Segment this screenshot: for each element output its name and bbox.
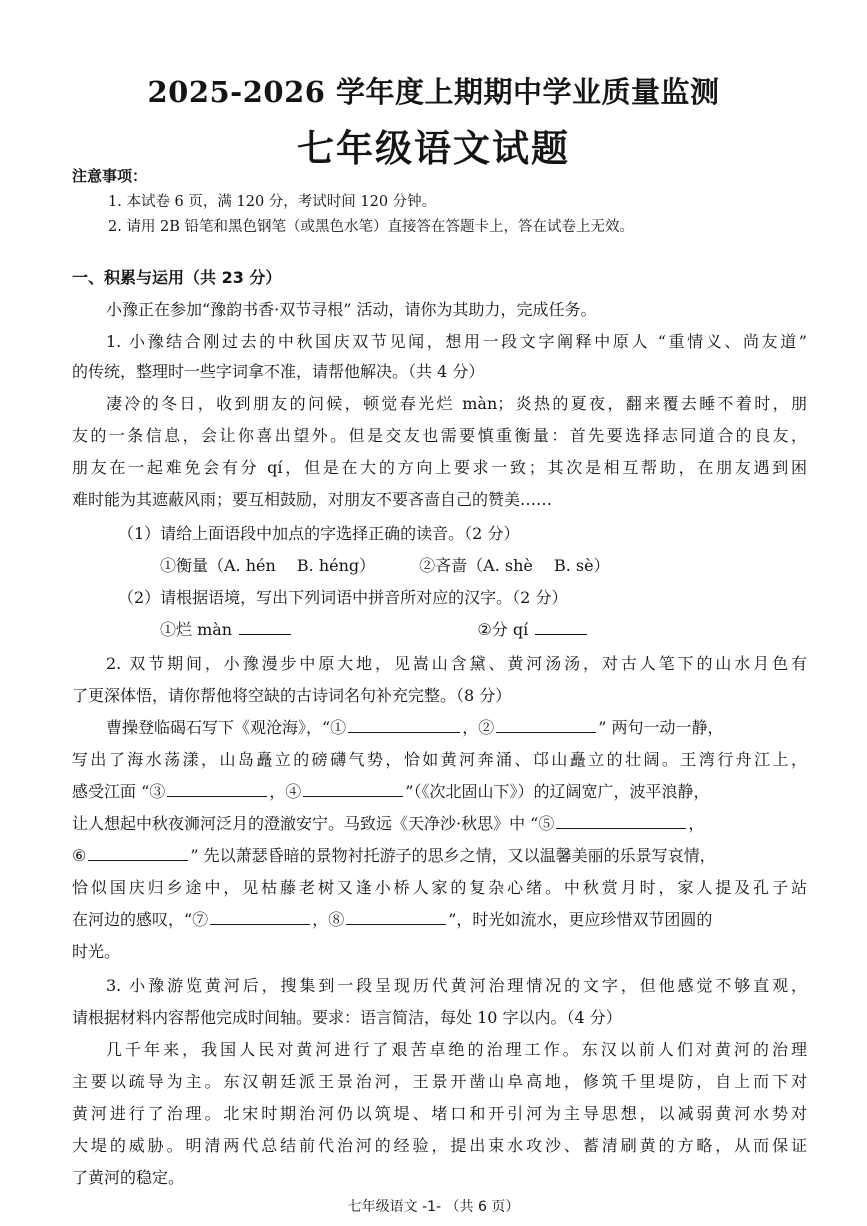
q2-passage-line: 写出了海水荡漾，山岛矗立的磅礴气势，恰如黄河奔涌、邙山矗立的壮阔。王湾行舟江上， bbox=[72, 750, 807, 769]
q2-stem: 了更深体悟，请你帮他将空缺的古诗词名句补充完整。（8 分） bbox=[72, 686, 512, 705]
answer-blank-1[interactable] bbox=[348, 712, 460, 733]
q3-passage-line: 了黄河的稳定。 bbox=[72, 1168, 185, 1187]
passage-text: ，④ bbox=[269, 782, 302, 801]
q3-passage-line: 黄河进行了治理。北宋时期治河仍以筑堤、堵口和开引河为主导思想，以减弱黄河水势对 bbox=[72, 1104, 807, 1123]
section-heading: 一、积累与运用（共 23 分） bbox=[72, 268, 282, 287]
q2-passage-line: 恰似国庆归乡途中，见枯藤老树又逢小桥人家的复杂心绪。中秋赏月时，家人提及孔子站 bbox=[72, 878, 807, 897]
q1-sub2-options bbox=[160, 614, 780, 646]
notes-heading: 注意事项： bbox=[72, 167, 148, 185]
option-linse: ②吝啬（A. shè B. sè） bbox=[419, 556, 610, 575]
passage-text: ”，时光如流水，更应珍惜双节团圆的 bbox=[448, 910, 713, 929]
note-item: 1. 本试卷 6 页，满 120 分，考试时间 120 分钟。 bbox=[108, 194, 437, 210]
q2-passage-line bbox=[72, 808, 807, 840]
passage-text: ”（《次北固山下》）的辽阔宽广，波平浪静， bbox=[405, 782, 710, 801]
q1-sub1: （1）请给上面语段中加点的字选择正确的读音。（2 分） bbox=[118, 524, 520, 543]
answer-blank[interactable] bbox=[535, 614, 587, 635]
passage-text: ” 两句一动一静， bbox=[598, 718, 724, 737]
page-footer: 七年级语文 -1- （共 6 页） bbox=[347, 1199, 520, 1215]
q1-passage-line: 难时能为其遮蔽风雨；要互相鼓励，对朋友不要吝啬自己的赞美…… bbox=[72, 490, 553, 509]
answer-blank-5[interactable] bbox=[556, 808, 686, 829]
option-lanman: ①烂 màn bbox=[160, 620, 233, 639]
q2-stem: 2. 双节期间，小豫漫步中原大地，见嵩山含黛、黄河汤汤，对古人笔下的山水月色有 bbox=[106, 654, 807, 673]
passage-text: 在河边的感叹，“⑦ bbox=[72, 910, 209, 929]
passage-text: ， bbox=[688, 814, 705, 833]
q2-passage-line bbox=[72, 904, 807, 936]
q1-stem: 的传统，整理时一些字词拿不准，请帮他解决。（共 4 分） bbox=[72, 362, 485, 381]
answer-blank-8[interactable] bbox=[346, 904, 446, 925]
q1-passage-line: 凄冷的冬日，收到朋友的问候，顿觉春光烂 màn；炎热的夏夜，翻来覆去睡不着时，朋 bbox=[106, 394, 807, 413]
answer-blank-3[interactable] bbox=[167, 776, 267, 797]
q1-sub1-options bbox=[160, 550, 780, 582]
q3-passage-line: 大堤的威胁。明清两代总结前代治河的经验，提出束水攻沙、蓄清刷黄的方略，从而保证 bbox=[72, 1136, 807, 1155]
passage-text: ” 先以萧瑟昏暗的景物衬托游子的思乡之情，又以温馨美丽的乐景写哀情， bbox=[190, 846, 716, 865]
note-item: 2. 请用 2B 铅笔和黑色钢笔（或黑色水笔）直接答在答题卡上，答在试卷上无效。 bbox=[108, 219, 635, 235]
answer-blank-7[interactable] bbox=[210, 904, 310, 925]
q2-passage-line bbox=[72, 840, 807, 872]
option-hengliang: ①衡量（A. hén B. héng） bbox=[160, 556, 376, 575]
passage-text: ，⑧ bbox=[312, 910, 345, 929]
q2-passage-line: 时光。 bbox=[72, 942, 121, 961]
passage-text: 曹操登临碣石写下《观沧海》，“① bbox=[106, 718, 347, 737]
q1-passage-line: 朋友在一起难免会有分 qí，但是在大的方向上要求一致；其次是相互帮助，在朋友遇到困 bbox=[72, 458, 807, 477]
answer-blank-2[interactable] bbox=[496, 712, 596, 733]
passage-text: 让人想起中秋夜浉河泛月的澄澈安宁。马致远《天净沙·秋思》中 “⑤ bbox=[72, 814, 555, 833]
exam-subtitle: 七年级语文试题 bbox=[297, 126, 570, 170]
q1-passage-line: 友的一条信息，会让你喜出望外。但是交友也需要慎重衡量：首先要选择志同道合的良友， bbox=[72, 426, 807, 445]
q3-stem: 请根据材料内容帮他完成时间轴。要求：语言简洁，每处 10 字以内。（4 分） bbox=[72, 1008, 622, 1027]
passage-text: ，② bbox=[462, 718, 495, 737]
option-fenqi: ②分 qí bbox=[477, 620, 529, 639]
q1-sub2: （2）请根据语境，写出下列词语中拼音所对应的汉字。（2 分） bbox=[118, 588, 568, 607]
answer-blank[interactable] bbox=[239, 614, 291, 635]
answer-blank-4[interactable] bbox=[303, 776, 403, 797]
q3-passage-line: 主要以疏导为主。东汉朝廷派王景治河，王景开凿山阜高地，修筑千里堤防，自上而下对 bbox=[72, 1072, 807, 1091]
section-intro: 小豫正在参加“豫韵书香·双节寻根” 活动，请你为其助力，完成任务。 bbox=[106, 300, 597, 319]
passage-text: 感受江面 “③ bbox=[72, 782, 166, 801]
passage-text: ⑥ bbox=[72, 846, 87, 865]
q3-passage-line: 几千年来，我国人民对黄河进行了艰苦卓绝的治理工作。东汉以前人们对黄河的治理 bbox=[106, 1040, 807, 1059]
q1-stem: 1. 小豫结合刚过去的中秋国庆双节见闻，想用一段文字阐释中原人 “重情义、尚友道” bbox=[106, 332, 807, 351]
q3-stem: 3. 小豫游览黄河后，搜集到一段呈现历代黄河治理情况的文字，但他感觉不够直观， bbox=[106, 976, 807, 995]
exam-title: 2025-2026 学年度上期期中学业质量监测 bbox=[147, 75, 720, 109]
q2-passage-line bbox=[72, 776, 807, 808]
answer-blank-6[interactable] bbox=[88, 840, 188, 861]
q2-passage-line bbox=[106, 712, 807, 744]
